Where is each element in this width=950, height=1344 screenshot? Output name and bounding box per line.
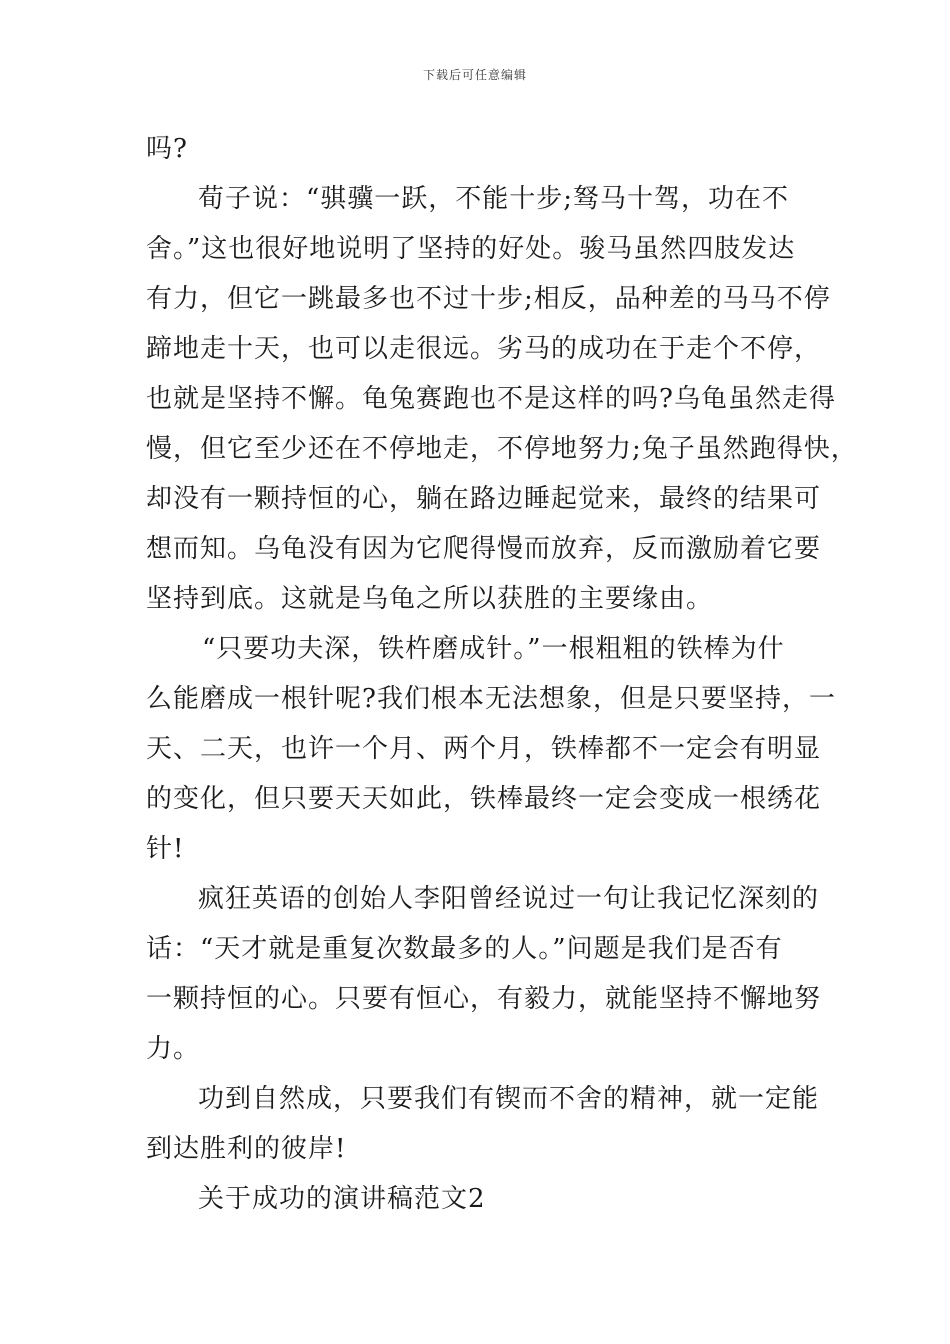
document-body (146, 124, 858, 1224)
text-line: 疯狂英语的创始人李阳曾经说过一句让我记忆深刻的 (198, 884, 820, 914)
section-title: 关于成功的演讲稿范文2 (198, 1184, 486, 1214)
text-line: 力。 (146, 1034, 201, 1064)
text-line: 想而知。乌龟没有因为它爬得慢而放弃，反而激励着它要 (146, 534, 822, 564)
text-line: 蹄地走十天，也可以走很远。劣马的成功在于走个不停， (146, 334, 822, 364)
text-line: 天、二天，也许一个月、两个月，铁棒都不一定会有明显 (146, 734, 822, 764)
text-line: 话：“天才就是重复次数最多的人。”问题是我们是否有 (146, 934, 783, 964)
text-line: “只要功夫深，铁杵磨成针。”一根粗粗的铁棒为什 (202, 634, 785, 664)
text-line: 坚持到底。这就是乌龟之所以获胜的主要缘由。 (146, 584, 714, 614)
text-line: 吗? (146, 134, 188, 164)
text-line: 有力，但它一跳最多也不过十步;相反，品种差的马马不停 (146, 284, 831, 314)
text-line: 么能磨成一根针呢?我们根本无法想象，但是只要坚持，一 (146, 684, 836, 714)
text-line: 荀子说：“骐骥一跃，不能十步;驽马十驾，功在不 (198, 184, 790, 214)
text-line: 慢，但它至少还在不停地走，不停地努力;兔子虽然跑得快， (146, 434, 858, 464)
text-line: 功到自然成，只要我们有锲而不舍的精神，就一定能 (198, 1084, 820, 1114)
text-line: 针! (146, 834, 185, 864)
text-line: 的变化，但只要天天如此，铁棒最终一定会变成一根绣花 (146, 784, 822, 814)
text-line: 舍。”这也很好地说明了坚持的好处。骏马虽然四肢发达 (146, 234, 796, 264)
text-line: 也就是坚持不懈。龟兔赛跑也不是这样的吗?乌龟虽然走得 (146, 384, 836, 414)
text-line: 到达胜利的彼岸! (146, 1134, 347, 1164)
page-header-note: 下载后可任意编辑 (422, 68, 527, 82)
text-line: 却没有一颗持恒的心，躺在路边睡起觉来，最终的结果可 (146, 484, 822, 514)
text-line: 一颗持恒的心。只要有恒心，有毅力，就能坚持不懈地努 (146, 984, 822, 1014)
